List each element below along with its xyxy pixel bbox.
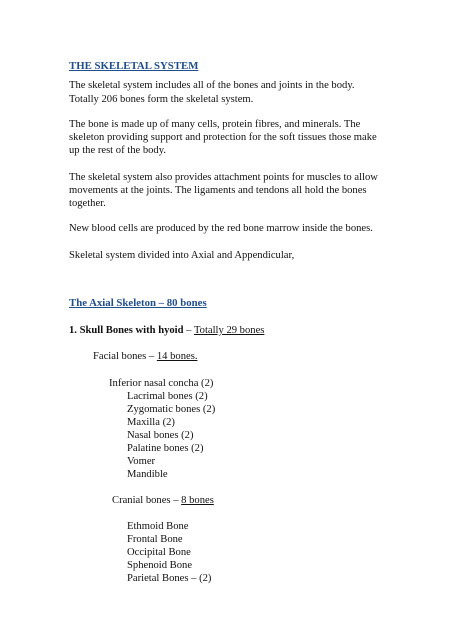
para2-line1: The bone is made up of many cells, protein fibres, and minerals. The — [69, 119, 361, 130]
para5: Skeletal system divided into Axial and Appendicular, — [69, 250, 295, 261]
facial-count: 14 bones. — [156, 351, 198, 362]
facial-label: Facial bones – — [93, 351, 155, 362]
facial-item: Inferior nasal concha (2) — [109, 378, 214, 389]
skull-total: Totally 29 bones — [193, 325, 265, 336]
facial-item: Palatine bones (2) — [127, 443, 204, 454]
para1-line1: The skeletal system includes all of the bones and joints in the body. — [69, 80, 355, 91]
facial-item: Mandible — [127, 469, 168, 480]
facial-item: Zygomatic bones (2) — [127, 404, 216, 415]
skull-heading-row — [69, 324, 264, 337]
para1-line2: Totally 206 bones form the skeletal system. — [69, 94, 254, 105]
cranial-row — [112, 494, 214, 507]
para2-line3: up the rest of the body. — [69, 145, 166, 156]
facial-item: Maxilla (2) — [127, 417, 175, 428]
cranial-item: Frontal Bone — [127, 534, 183, 545]
para3-line2: movements at the joints. The ligaments and tendons all hold the bones — [69, 185, 367, 196]
para2-line2: skeleton providing support and protection for the soft tissues those make — [69, 132, 377, 143]
facial-item: Nasal bones (2) — [127, 430, 194, 441]
facial-item: Vomer — [127, 456, 156, 467]
facial-item: Lacrimal bones (2) — [127, 391, 208, 402]
para3-line1: The skeletal system also provides attachment points for muscles to allow — [69, 172, 378, 183]
cranial-item: Parietal Bones – (2) — [127, 573, 212, 584]
skull-heading: 1. Skull Bones with hyoid — [69, 325, 184, 336]
doc-title: THE SKELETAL SYSTEM — [69, 60, 199, 72]
cranial-item: Ethmoid Bone — [127, 521, 189, 532]
facial-row — [93, 350, 197, 363]
cranial-item: Sphenoid Bone — [127, 560, 193, 571]
axial-heading: The Axial Skeleton – 80 bones — [69, 297, 207, 309]
cranial-item: Occipital Bone — [127, 547, 191, 558]
skull-dash: – — [186, 325, 192, 336]
cranial-label: Cranial bones – — [112, 495, 179, 506]
para3-line3: together. — [69, 198, 106, 209]
cranial-count: 8 bones — [181, 495, 214, 506]
para4: New blood cells are produced by the red bone marrow inside the bones. — [69, 223, 373, 234]
